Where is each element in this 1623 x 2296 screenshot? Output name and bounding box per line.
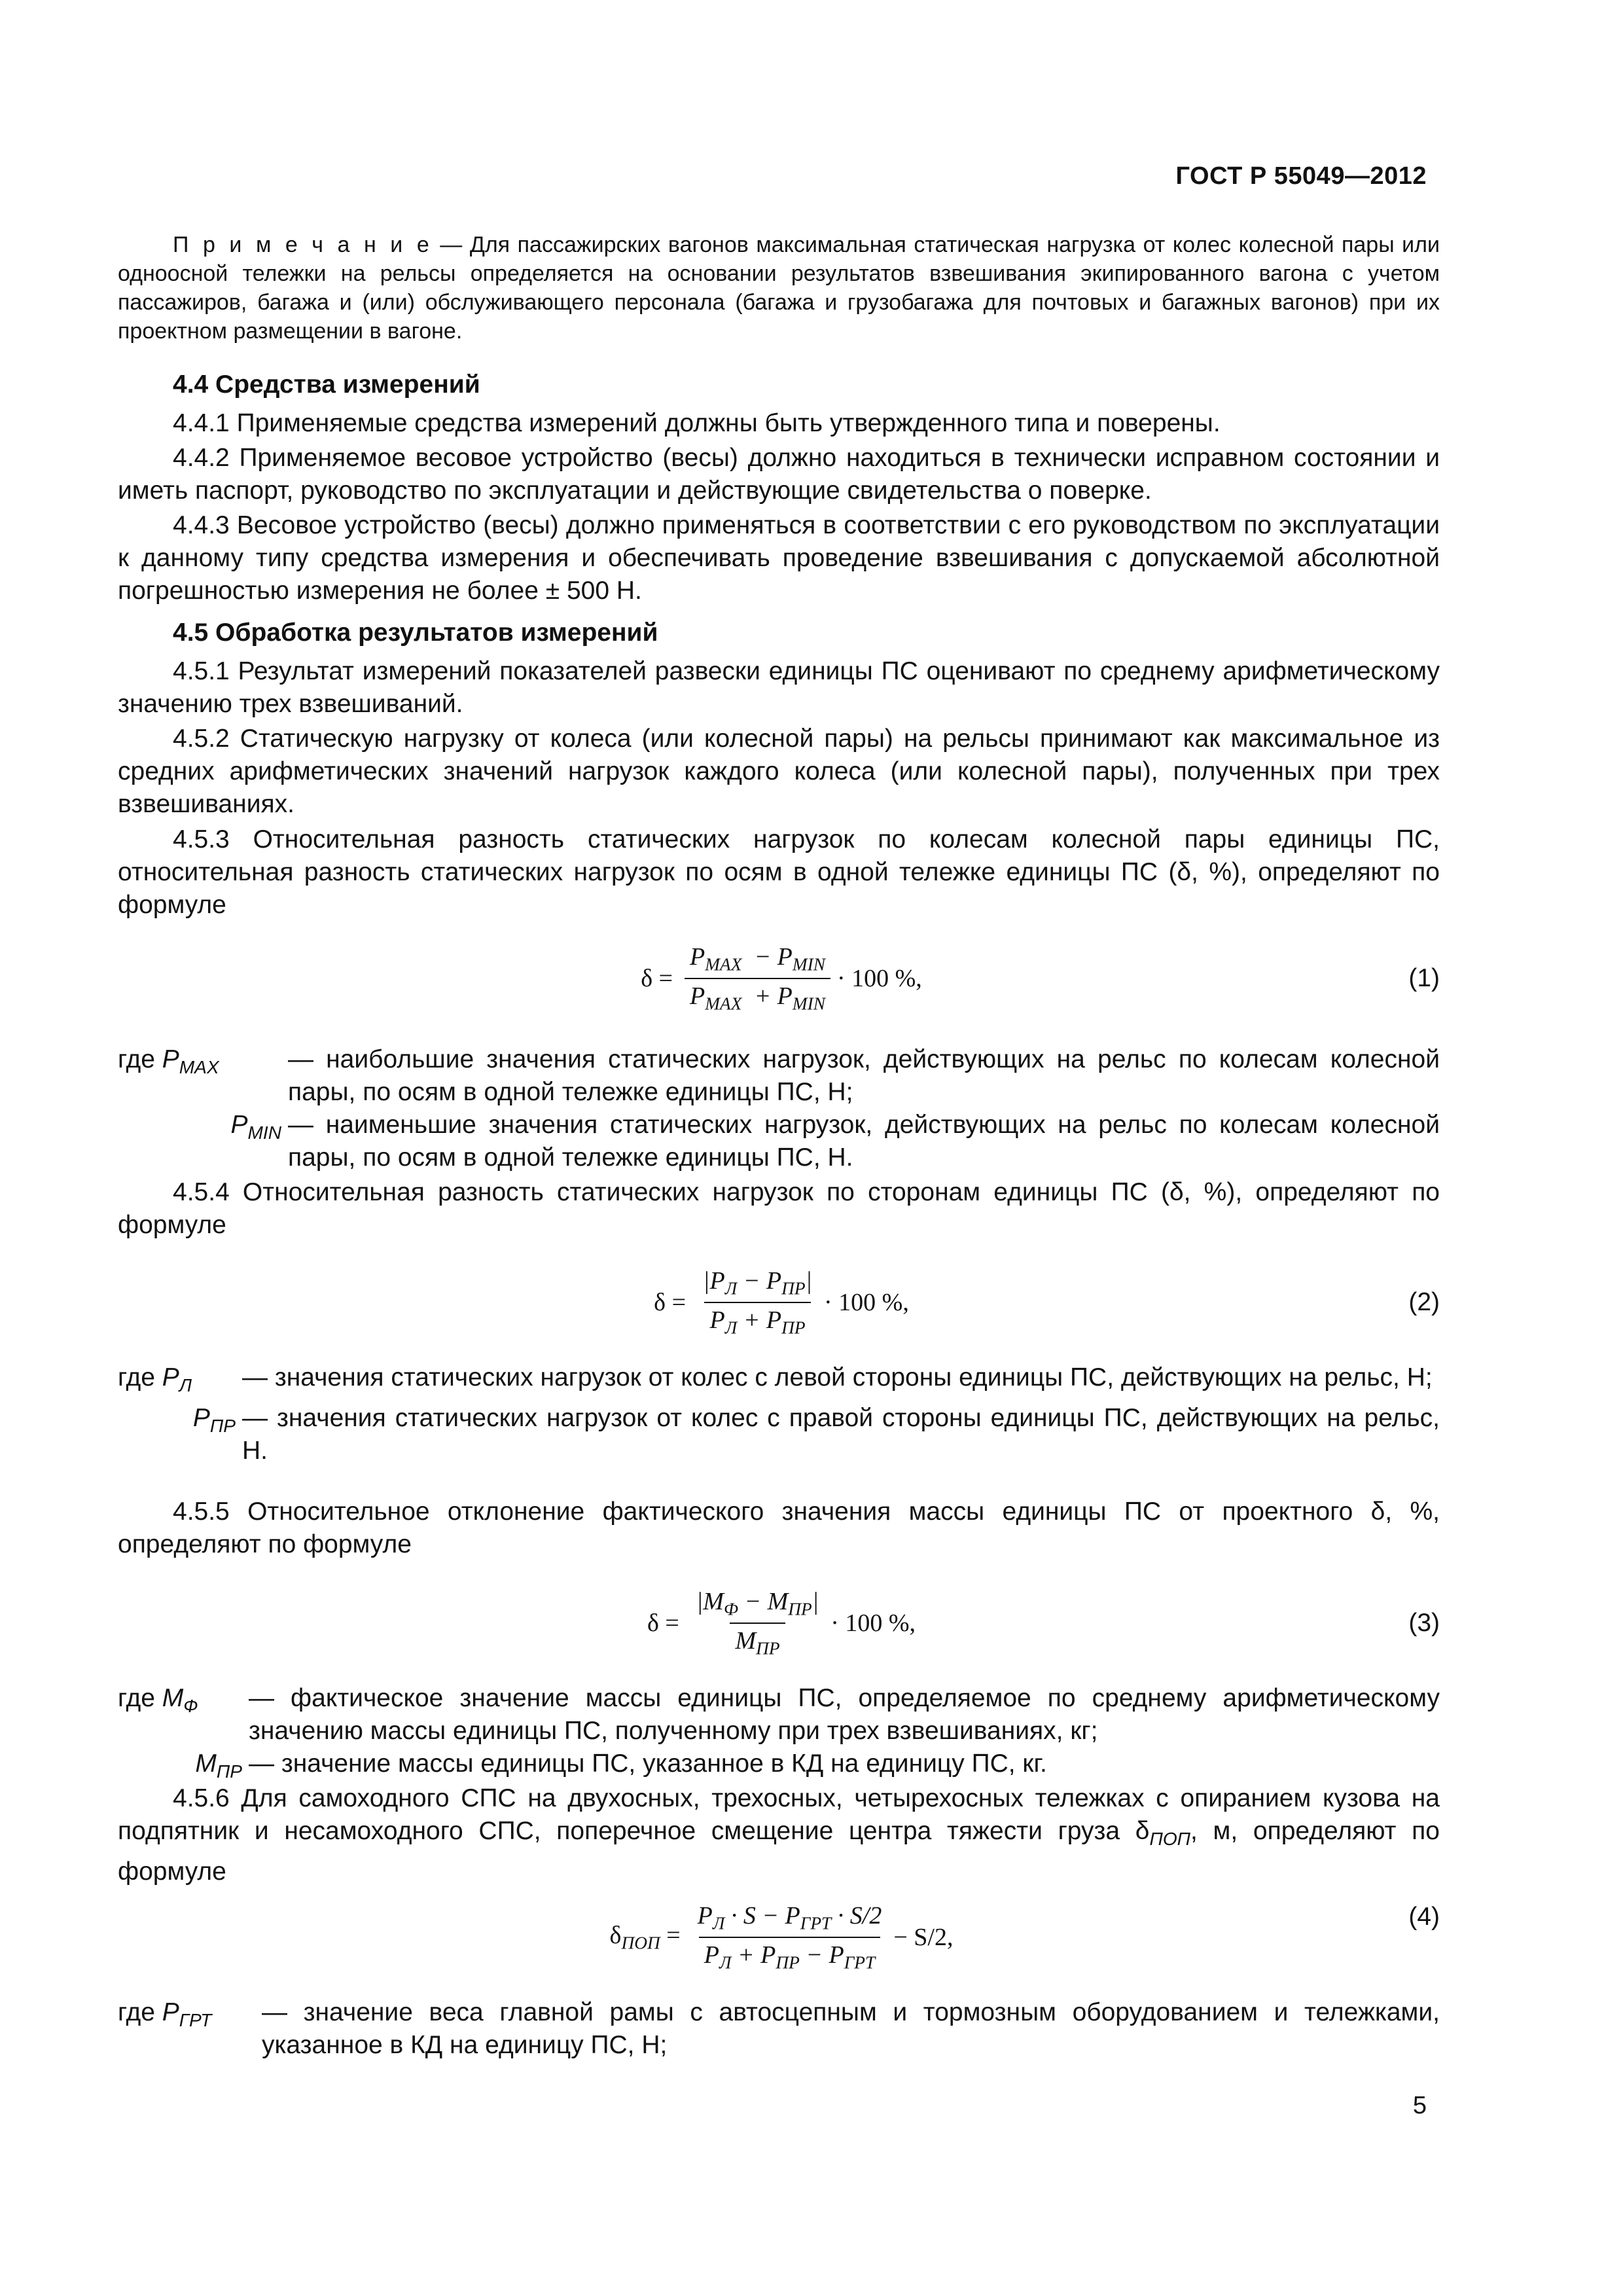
formula-4-tail: − S/2, [893, 1924, 954, 1951]
variables-formula-3 [118, 1682, 1440, 1788]
formula-3-tail: · 100 %, [830, 1609, 916, 1637]
variable-p-max: где $P_{MAX}$ — наибольшие значения статических нагрузок, действующих на рельс по колесам колесной пары, по осям в одной тележке единицы ПС, Н; [118, 1045, 1440, 1106]
formula-2 [118, 1266, 1440, 1338]
variable-p-l: где $P_Л$ — значения статических нагрузок от колес с левой стороны единицы ПС, действующих на рельс, Н; [118, 1363, 1433, 1395]
formula-4-number: (4) [1408, 1903, 1440, 1931]
formula-2-tail: · 100 %, [824, 1289, 909, 1316]
variables-formula-2 [118, 1361, 1440, 1467]
formula-3-fraction: $\frac{|M_Ф - M_{ПР}|}{M_{ПР}}$ [696, 1588, 819, 1659]
section-heading-4-5: 4.5 Обработка результатов измерений [173, 619, 658, 647]
page-number: 5 [1412, 2092, 1427, 2119]
formula-4-fraction: $\frac{P_Л \cdot S - P_{ГРТ} \cdot S/2}{P_Л + P_{ПР} - P_{ГРТ}}$ [697, 1902, 882, 1973]
formula-3 [118, 1587, 1440, 1659]
variable-p-pr: $P_{ПР}$ — значения статических нагрузок от колес с правой стороны единицы ПС, действующих на рельс, Н. [192, 1403, 1440, 1465]
standard-id: ГОСТ Р 55049—2012 [1175, 162, 1427, 190]
variable-m-pr: $M_{ПР}$ — значение массы единицы ПС, указанное в КД на единицу ПС, кг. [195, 1749, 1047, 1782]
paragraph-4-4-2: 4.4.2 Применяемое весовое устройство (весы) должно находиться в технически исправном состоянии и иметь паспорт, руководство по эксплуатации и действующие свидетельства о поверке. [118, 444, 1440, 505]
formula-1-number: (1) [1408, 964, 1440, 992]
paragraph-4-5-2: 4.5.2 Статическую нагрузку от колеса (или колесной пары) на рельсы принимают как максимальное из средних арифметических значений нагрузок каждого колеса (или колесной пары), полученных при трех взвешиваниях. [118, 725, 1440, 818]
paragraph-4-5-6: 4.5.6 Для самоходного СПС на двухосных, трехосных, четырехосных тележках с опиранием кузова на подпятник и несамоходного СПС, поперечное смещение центра тяжести груза $\delta_{ПОП}$, м, определяют по формуле [118, 1784, 1440, 1886]
note-paragraph [118, 230, 1440, 346]
variables-formula-1 [118, 1043, 1440, 1174]
paragraph-4-5-4: 4.5.4 Относительная разность статических нагрузок по сторонам единицы ПС (δ, %), определяют по формуле [118, 1178, 1440, 1239]
paragraph-4-4-1: 4.4.1 Применяемые средства измерений должны быть утвержденного типа и поверены. [173, 409, 1221, 437]
variables-formula-4 [118, 1996, 1440, 2062]
formula-1-lhs: δ = [641, 965, 673, 992]
formula-1-fraction: $\frac{P_{MAX} - P_{MIN}}{P_{MAX} + P_{MIN}}$ [685, 942, 830, 1014]
formula-4-lhs: $\delta_{ПОП}$ = [609, 1922, 681, 1953]
formula-2-number: (2) [1408, 1288, 1440, 1316]
paragraph-4-5-5: 4.5.5 Относительное отклонение фактического значения массы единицы ПС от проектного δ, %, определяют по формуле [118, 1498, 1440, 1558]
paragraph-4-4-3: 4.4.3 Весовое устройство (весы) должно применяться в соответствии с его руководством по эксплуатации к данному типу средства измерения и обеспечивать проведение взвешивания с допускаемой абсолютной погрешностью измерения не более ± 500 Н. [118, 511, 1440, 605]
variable-p-min: $P_{MIN}$ — наименьшие значения статических нагрузок, действующих на рельс по колесам колесной пары, по осям в одной тележке единицы ПС, Н. [230, 1111, 1440, 1172]
note-label: П р и м е ч а н и е [173, 232, 433, 257]
formula-1 [118, 942, 1440, 1014]
formula-1-tail: · 100 %, [836, 965, 922, 992]
note-text: — Для пассажирских вагонов максимальная статическая нагрузка от колес колесной пары или одноосной тележки на рельсы определяется на основании результатов взвешивания экипированного вагона с учетом пассажиров, багажа и (или) обслуживающего персонала (багажа и грузобагажа для почтовых и багажных вагонов) при их проектном размещении в вагоне. [118, 232, 1440, 344]
formula-2-lhs: δ = [654, 1289, 687, 1316]
paragraph-4-5-3: 4.5.3 Относительная разность статических нагрузок по колесам колесной пары единицы ПС, относительная разность статических нагрузок по осям в одной тележке единицы ПС (δ, %), определяют по формуле [118, 825, 1440, 919]
formula-2-fraction: $\frac{|P_Л - P_{ПР}|}{P_Л + P_{ПР}}$ [703, 1267, 813, 1338]
formula-4 [118, 1901, 1440, 1973]
formula-3-number: (3) [1408, 1609, 1440, 1637]
variable-m-f: где $M_Ф$ — фактическое значение массы единицы ПС, определяемое по среднему арифметическому значению массы единицы ПС, полученному при трех взвешиваниях, кг; [118, 1684, 1440, 1745]
section-heading-4-4: 4.4 Средства измерений [173, 370, 480, 399]
formula-3-lhs: δ = [647, 1609, 679, 1637]
variable-p-grt: где $P_{ГРТ}$ — значение веса главной рамы с автосцепным и тормозным оборудованием и тележками, указанное в КД на единицу ПС, Н; [118, 1998, 1440, 2059]
paragraph-4-5-1: 4.5.1 Результат измерений показателей развески единицы ПС оценивают по среднему арифметическому значению трех взвешиваний. [118, 657, 1440, 718]
